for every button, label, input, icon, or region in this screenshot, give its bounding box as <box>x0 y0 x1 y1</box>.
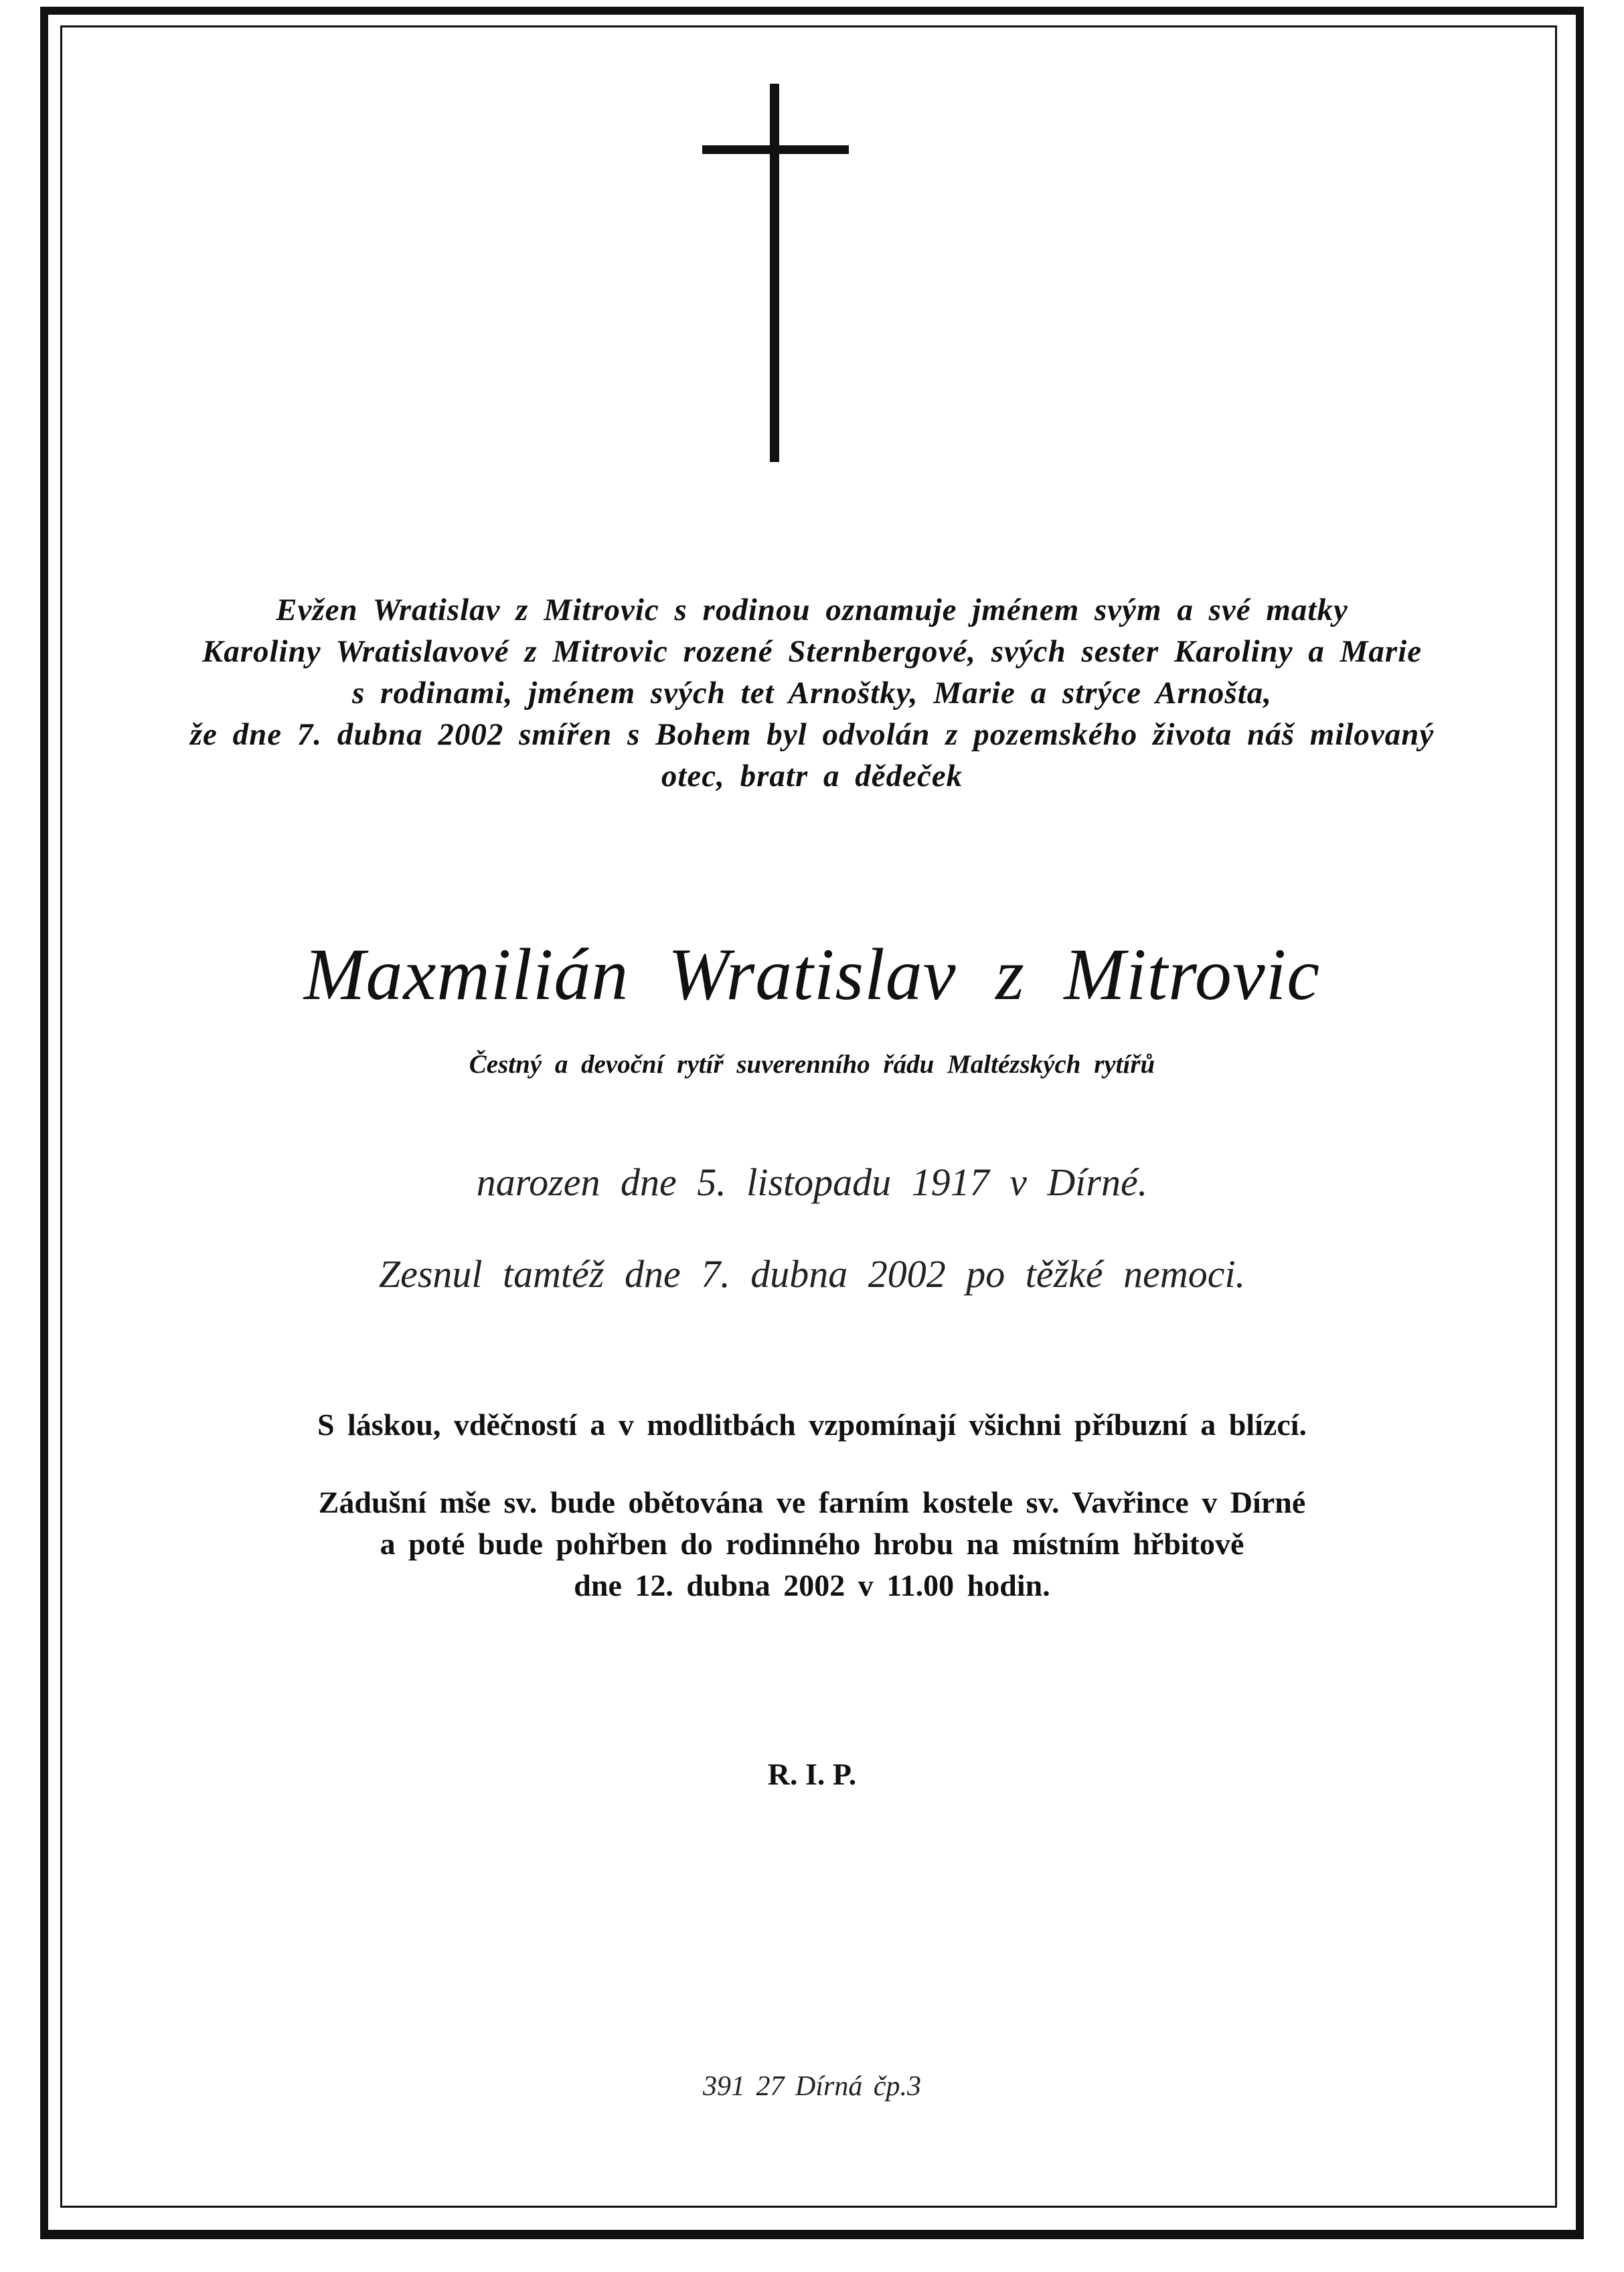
intro-paragraph <box>0 589 1624 797</box>
funeral-mass-paragraph <box>0 1482 1624 1606</box>
cross-vertical-bar <box>770 84 779 462</box>
intro-line: Evžen Wratislav z Mitrovic s rodinou oznamuje jménem svým a své matky <box>276 593 1348 627</box>
cross-horizontal-bar <box>702 145 849 154</box>
intro-line: že dne 7. dubna 2002 smířen s Bohem byl odvolán z pozemského života náš milovaný <box>189 717 1435 752</box>
intro-line: s rodinami, jménem svých tet Arnoštky, Marie a strýce Arnošta, <box>351 676 1273 710</box>
mass-line: Zádušní mše sv. bude obětována ve farním kostele sv. Vavřince v Dírné <box>318 1485 1306 1519</box>
mass-line: dne 12. dubna 2002 v 11.00 hodin. <box>574 1568 1050 1602</box>
remembrance-line: S láskou, vděčností a v modlitbách vzpomínají všichni příbuzní a blízcí. <box>317 1408 1307 1442</box>
deceased-name: Maxmilián Wratislav z Mitrovic <box>303 933 1321 1015</box>
intro-line: Karoliny Wratislavové z Mitrovic rozené Sternbergové, svých sester Karoliny a Marie <box>201 634 1423 669</box>
death-line: Zesnul tamtéž dne 7. dubna 2002 po těžké nemoci. <box>378 1252 1246 1296</box>
mass-line: a poté bude pohřben do rodinného hrobu na místním hřbitově <box>380 1527 1244 1561</box>
inner-border <box>60 25 1557 2208</box>
intro-line: otec, bratr a dědeček <box>661 759 963 793</box>
address-line: 391 27 Dírná čp.3 <box>703 2071 921 2102</box>
birth-line: narozen dne 5. listopadu 1917 v Dírné. <box>476 1160 1148 1204</box>
honorary-title: Čestný a devoční rytíř suverenního řádu Maltézských rytířů <box>469 1050 1155 1079</box>
rip-text: R. I. P. <box>767 1757 857 1791</box>
